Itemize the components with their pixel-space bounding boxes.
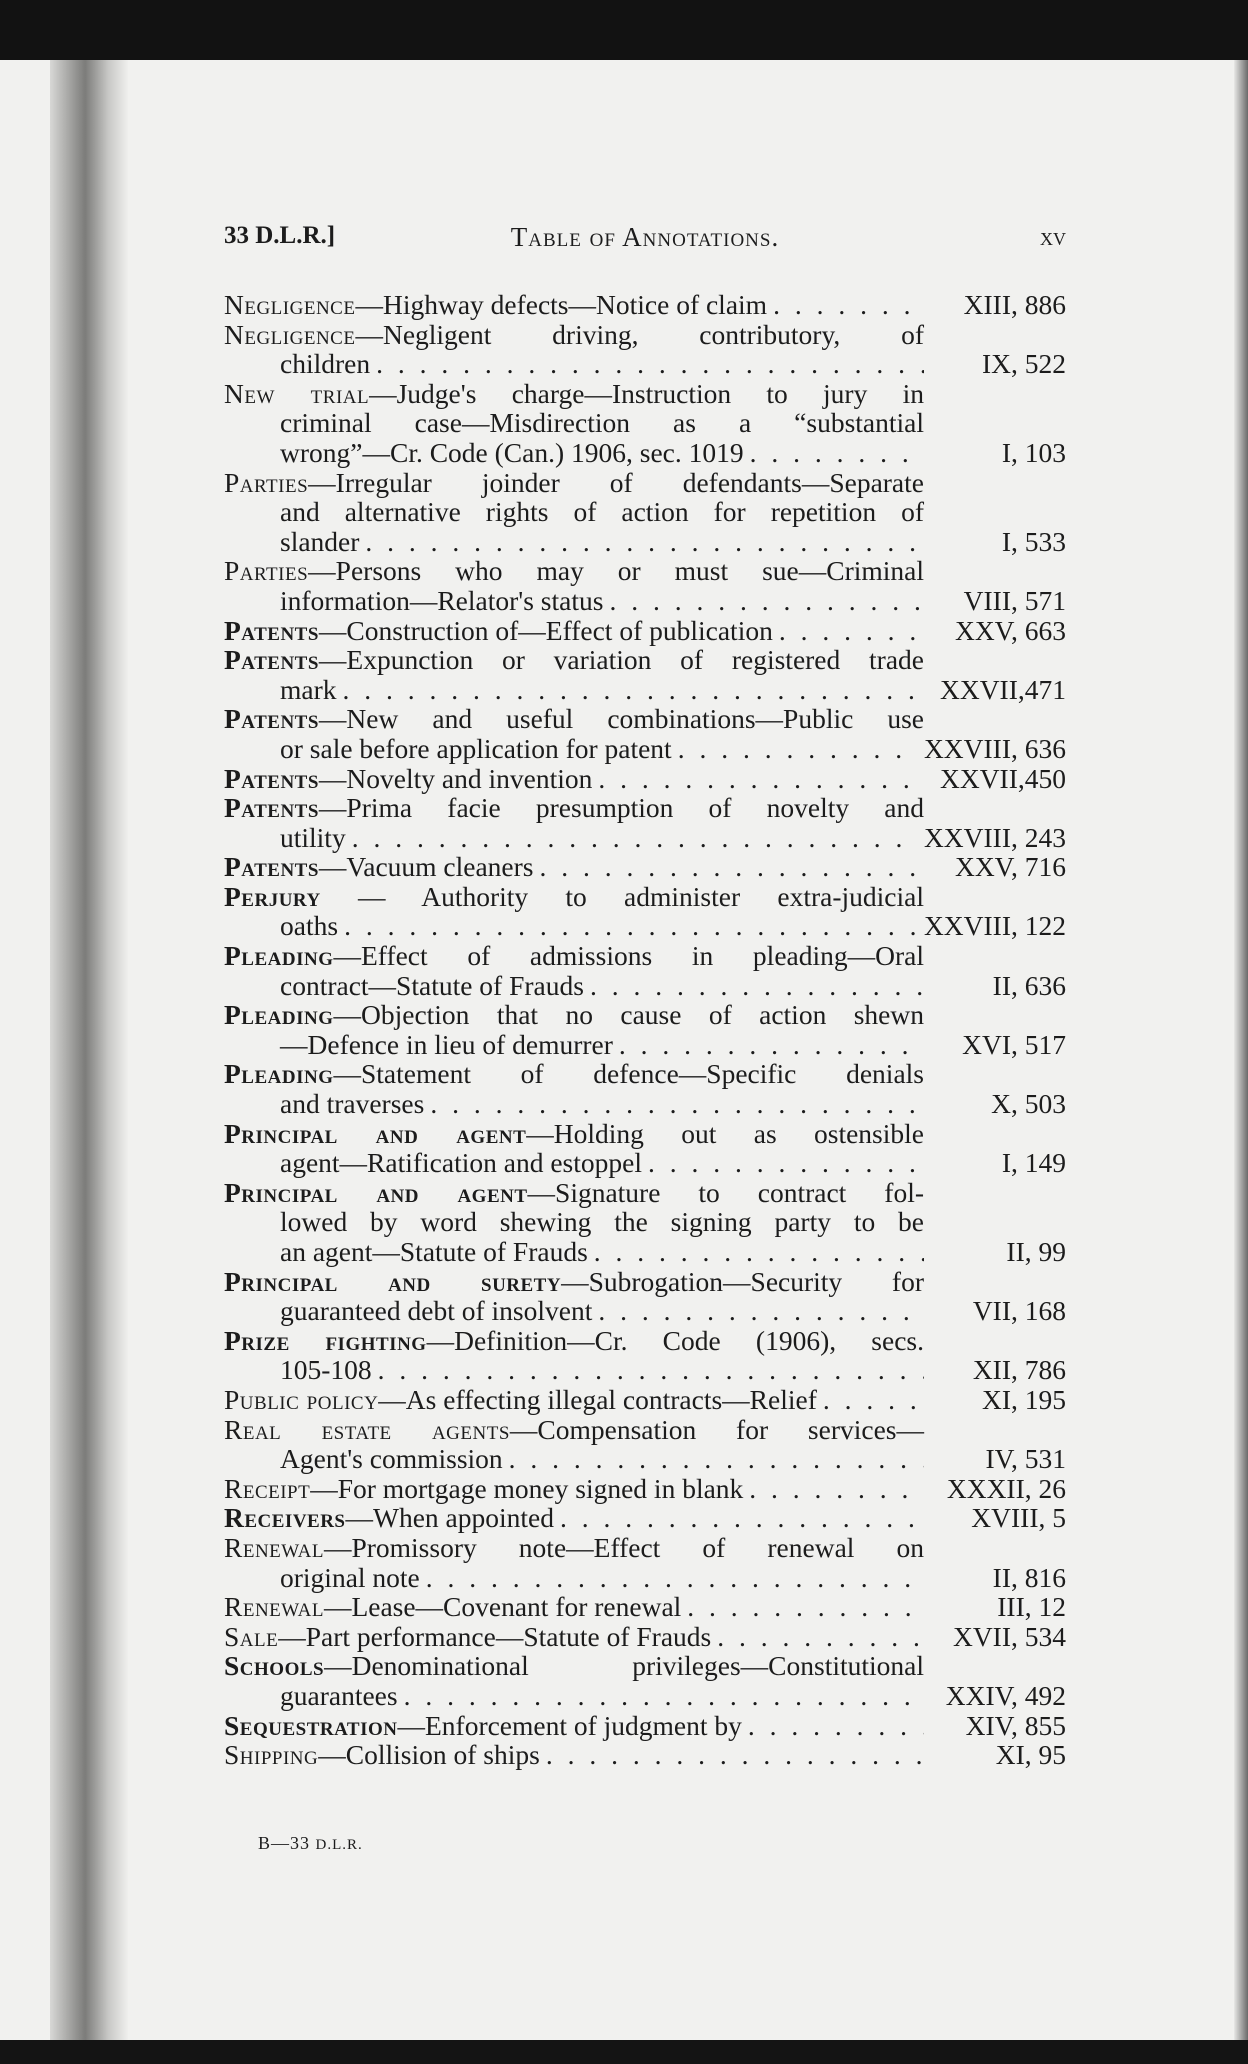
entry-line (224, 468, 924, 498)
annotation-entry (224, 1178, 1066, 1267)
entry-description: —Novelty and invention (318, 762, 593, 794)
entry-description: —Negligent driving, contributory, of (355, 318, 924, 350)
entry-last-line (224, 764, 1066, 794)
entry-text (280, 1030, 613, 1060)
entry-heading: Principal and surety (224, 1265, 562, 1297)
entry-description: or sale before application for patent (280, 732, 672, 764)
entry-last-line (224, 1444, 1066, 1474)
entry-line (224, 1178, 924, 1208)
entry-description: —Expunction or variation of registered trade (318, 644, 924, 676)
entry-last-line (224, 1740, 1066, 1770)
entry-text (280, 1681, 398, 1711)
annotation-entry (224, 1474, 1066, 1504)
entry-description: lowed by word shewing the signing party to be (280, 1206, 924, 1238)
annotation-entry (224, 1267, 1066, 1326)
annotation-entry (224, 1740, 1066, 1770)
dot-leader (404, 1681, 924, 1711)
dot-leader (823, 1385, 924, 1415)
entry-last-line (224, 1148, 1066, 1178)
annotation-entry (224, 704, 1066, 763)
annotation-entry (224, 1385, 1066, 1415)
entry-heading: Prize fighting (224, 1324, 427, 1356)
entry-text (224, 1740, 540, 1770)
entry-line (224, 1000, 924, 1030)
entry-line (224, 379, 924, 409)
entry-line (224, 1415, 924, 1445)
volume-page-reference: II, 99 (1006, 1236, 1066, 1267)
entry-last-line (224, 1592, 1066, 1622)
entry-last-line (224, 1474, 1066, 1504)
entry-description: oaths (280, 910, 339, 942)
entry-description: utility (280, 821, 346, 853)
entry-line (224, 556, 924, 586)
annotation-entry (224, 468, 1066, 557)
volume-page-reference: I, 533 (1001, 525, 1066, 557)
entry-last-line (224, 1563, 1066, 1593)
entry-description: —Part performance—Statute of Frauds (278, 1620, 712, 1652)
entry-text (224, 703, 924, 734)
dot-leader (598, 1296, 924, 1326)
dot-leader (678, 734, 918, 764)
entry-text (224, 290, 767, 320)
entry-last-line (224, 438, 1066, 468)
dot-leader (773, 290, 924, 320)
entry-last-line (224, 1503, 1066, 1533)
entry-last-line (224, 734, 1066, 764)
dot-leader (598, 764, 924, 794)
entry-text (224, 764, 592, 794)
entry-last-line (224, 349, 1066, 379)
entry-line (224, 1651, 924, 1681)
entry-description: and traverses (280, 1088, 425, 1120)
entry-heading: Pleading (224, 999, 334, 1031)
dot-leader (619, 1030, 924, 1060)
entry-text (280, 1563, 420, 1593)
entry-description: agent—Ratification and estoppel (280, 1147, 642, 1179)
volume-page-reference: XXVII,471 (939, 673, 1066, 705)
scan-top-border (0, 0, 1248, 62)
volume-page-reference: II, 636 (992, 969, 1066, 1001)
entry-text (224, 1385, 817, 1415)
volume-page-reference: XVI, 517 (962, 1028, 1066, 1060)
entry-line (224, 882, 924, 912)
entry-last-line (224, 1681, 1066, 1711)
dot-leader (648, 1148, 924, 1178)
annotation-entry (224, 645, 1066, 704)
entry-heading: Principal and agent (224, 1176, 528, 1208)
dot-leader (430, 1089, 924, 1119)
volume-page-reference: XI, 195 (981, 1383, 1066, 1415)
volume-reference: 33 D.L.R.] (224, 222, 336, 249)
entry-heading: Parties (224, 555, 309, 587)
annotation-entry (224, 1059, 1066, 1118)
entry-description: —New and useful combinations—Public use (318, 703, 924, 735)
dot-leader (749, 1474, 924, 1504)
entry-last-line (224, 1089, 1066, 1119)
entry-description: guaranteed debt of insolvent (280, 1295, 593, 1327)
entry-text (280, 496, 924, 527)
annotation-entry (224, 1000, 1066, 1059)
entry-text (224, 999, 924, 1030)
entry-last-line (224, 1622, 1066, 1652)
entry-heading: Negligence (224, 289, 356, 320)
entry-heading: Pleading (224, 1058, 334, 1090)
page-number: xv (1040, 224, 1066, 251)
entry-last-line (224, 290, 1066, 320)
entry-text (224, 881, 924, 912)
entry-text (280, 1237, 588, 1267)
entry-description: information—Relator's status (280, 584, 604, 616)
entry-description: —Prima facie presumption of novelty and (318, 792, 924, 824)
dot-leader (509, 1444, 924, 1474)
dot-leader (352, 823, 918, 853)
entry-last-line (224, 586, 1066, 616)
volume-page-reference: XXV, 716 (954, 851, 1066, 883)
entry-text (224, 644, 924, 675)
entry-line (224, 1533, 924, 1563)
entry-text (280, 911, 338, 941)
signature-abbrev: D.L.R. (315, 1837, 363, 1853)
annotation-entry (224, 1119, 1066, 1178)
entry-line (224, 497, 924, 527)
volume-page-reference: XI, 95 (995, 1739, 1066, 1771)
entry-heading: Receipt (224, 1472, 311, 1504)
entry-description: an agent—Statute of Frauds (280, 1236, 588, 1267)
entry-description: —Defence in lieu of demurrer (280, 1028, 613, 1060)
entry-description: —Irregular joinder of defendants—Separate (308, 466, 924, 498)
entry-heading: Patents (224, 614, 319, 646)
entry-heading: Shipping (224, 1739, 319, 1771)
entry-heading: Patents (224, 762, 319, 794)
entry-description: —Collision of ships (318, 1739, 540, 1771)
page-edge-shadow (1234, 60, 1248, 2042)
binding-shadow (50, 60, 128, 2042)
entry-text (280, 527, 359, 557)
entry-description: criminal case—Misdirection as a “substantial (280, 407, 924, 439)
entry-description: original note (280, 1561, 420, 1593)
entry-description: —Effect of admissions in pleading—Oral (333, 940, 924, 972)
entry-last-line (224, 616, 1066, 646)
dot-leader (594, 1237, 924, 1267)
entry-description: wrong”—Cr. Code (Can.) 1906, sec. 1019 (280, 436, 744, 468)
volume-page-reference: XVII, 534 (952, 1620, 1066, 1652)
entry-description: —Definition—Cr. Code (1906), secs. (426, 1324, 925, 1356)
annotation-entry (224, 320, 1066, 379)
entry-text (224, 1711, 742, 1741)
entry-last-line (224, 1296, 1066, 1326)
entry-line (224, 1059, 924, 1089)
annotation-entry (224, 1503, 1066, 1533)
volume-page-reference: XXIV, 492 (945, 1679, 1066, 1711)
entry-description: Agent's commission (280, 1443, 503, 1475)
entry-heading: Patents (224, 644, 319, 676)
entry-text (280, 823, 346, 853)
volume-page-reference: I, 149 (1001, 1147, 1066, 1179)
entry-last-line (224, 1237, 1066, 1267)
volume-page-reference: I, 103 (1001, 436, 1066, 468)
entry-text (224, 1474, 743, 1504)
entry-description: —Persons who may or must sue—Criminal (308, 555, 924, 587)
dot-leader (779, 616, 924, 646)
entry-line (224, 704, 924, 734)
entry-description: —As effecting illegal contracts—Relief (378, 1383, 817, 1415)
annotation-entry (224, 764, 1066, 794)
annotation-entry (224, 1711, 1066, 1741)
entry-text (224, 1532, 924, 1563)
entry-heading: New trial (224, 377, 370, 409)
entry-line (224, 320, 924, 350)
running-header (224, 222, 1066, 262)
entry-text (224, 940, 924, 971)
entry-description: —Statement of defence—Specific denials (333, 1058, 924, 1090)
entry-last-line (224, 971, 1066, 1001)
dot-leader (546, 1740, 924, 1770)
volume-page-reference: IV, 531 (985, 1443, 1066, 1475)
volume-page-reference: XXXII, 26 (946, 1472, 1066, 1504)
annotation-entry (224, 882, 1066, 941)
entry-line (224, 645, 924, 675)
entry-text (224, 467, 924, 498)
entry-text (280, 407, 924, 438)
entry-text (224, 555, 924, 586)
printer-signature (258, 1833, 363, 1854)
entry-line (224, 1326, 924, 1356)
entry-description: —Highway defects—Notice of claim (355, 289, 768, 320)
entry-text (280, 675, 337, 705)
entry-description: children (280, 348, 371, 380)
volume-page-reference: X, 503 (991, 1088, 1066, 1120)
volume-page-reference: XXVIII, 636 (923, 732, 1066, 764)
entry-text (280, 1148, 642, 1178)
entry-line (224, 941, 924, 971)
entry-description: —Enforcement of judgment by (397, 1709, 742, 1741)
annotation-entry (224, 1326, 1066, 1385)
signature-mark: B—33 (258, 1833, 311, 1853)
entry-text (280, 349, 370, 379)
volume-page-reference: XXVIII, 243 (923, 821, 1066, 853)
annotation-entry (224, 793, 1066, 852)
volume-page-reference: XXV, 663 (954, 614, 1066, 646)
dot-leader (365, 527, 924, 557)
scan-bottom-border (0, 2040, 1248, 2064)
entry-text (224, 792, 924, 823)
entry-description: and alternative rights of action for repetition of (280, 496, 924, 528)
annotation-entry (224, 1415, 1066, 1474)
entry-text (280, 734, 672, 764)
page-title: Table of Annotations. (510, 222, 780, 252)
entry-description: —Promissory note—Effect of renewal on (323, 1531, 924, 1563)
entry-text (280, 1444, 503, 1474)
entry-last-line (224, 1030, 1066, 1060)
dot-leader (560, 1503, 924, 1533)
entry-heading: Patents (224, 792, 319, 824)
entry-last-line (224, 911, 1066, 941)
annotation-entry (224, 556, 1066, 615)
entry-last-line (224, 527, 1066, 557)
entry-heading: Receivers (224, 1502, 346, 1534)
entry-text (280, 586, 603, 616)
entry-description: mark (280, 673, 337, 705)
entry-text (224, 1622, 711, 1652)
entry-description: —When appointed (345, 1502, 554, 1534)
entry-heading: Perjury (224, 880, 321, 912)
entry-line (224, 793, 924, 823)
entry-line (224, 408, 924, 438)
entry-text (224, 319, 924, 350)
entry-description: —Subrogation—Security for (561, 1265, 924, 1297)
entry-heading: Pleading (224, 940, 334, 972)
entry-last-line (224, 1385, 1066, 1415)
entry-text (280, 1355, 372, 1385)
entry-description: —Judge's charge—Instruction to jury in (369, 377, 924, 409)
entry-last-line (224, 1711, 1066, 1741)
entry-heading: Sale (224, 1620, 279, 1652)
entry-text (224, 1058, 924, 1089)
entry-text (224, 1266, 924, 1297)
volume-page-reference: XVIII, 5 (971, 1502, 1066, 1534)
dot-leader (539, 852, 924, 882)
entry-heading: Patents (224, 851, 319, 883)
entry-text (224, 378, 924, 409)
annotation-list (224, 290, 1066, 1770)
annotation-entry (224, 1592, 1066, 1622)
entry-heading: Real estate agents (224, 1413, 510, 1445)
entry-text (224, 1118, 924, 1149)
entry-description: —For mortgage money signed in blank (310, 1472, 744, 1504)
entry-text (224, 1650, 924, 1681)
entry-heading: Patents (224, 703, 319, 735)
dot-leader (687, 1592, 924, 1622)
entry-description: —Denominational privileges—Constitutional (324, 1650, 924, 1682)
annotation-entry (224, 852, 1066, 882)
annotation-entry (224, 290, 1066, 320)
annotation-entry (224, 379, 1066, 468)
volume-page-reference: XIV, 855 (965, 1709, 1066, 1741)
entry-last-line (224, 852, 1066, 882)
entry-description: —Construction of—Effect of publication (318, 614, 773, 646)
entry-description: —Objection that no cause of action shewn (333, 999, 924, 1031)
entry-heading: Sequestration (224, 1709, 398, 1741)
entry-heading: Public policy (224, 1383, 379, 1415)
dot-leader (750, 438, 924, 468)
volume-page-reference: XXVIII, 122 (923, 910, 1066, 942)
annotation-entry (224, 1622, 1066, 1652)
annotation-entry (224, 616, 1066, 646)
volume-page-reference: VIII, 571 (963, 584, 1066, 616)
volume-page-reference: VII, 168 (972, 1295, 1066, 1327)
entry-text (280, 1296, 592, 1326)
dot-leader (378, 1355, 924, 1385)
entry-line (224, 1267, 924, 1297)
entry-last-line (224, 675, 1066, 705)
entry-description: 105-108 (280, 1354, 372, 1386)
annotation-entry (224, 1651, 1066, 1710)
dot-leader (343, 675, 924, 705)
entry-line (224, 1207, 924, 1237)
entry-text (280, 971, 584, 1001)
entry-last-line (224, 823, 1066, 853)
volume-page-reference: II, 816 (992, 1561, 1066, 1593)
entry-description: contract—Statute of Frauds (280, 969, 584, 1001)
entry-text (224, 1414, 924, 1445)
entry-description: guarantees (280, 1679, 398, 1711)
entry-description: —Signature to contract fol- (527, 1176, 925, 1208)
annotation-entry (224, 1533, 1066, 1592)
entry-text (280, 1206, 924, 1237)
entry-heading: Renewal (224, 1591, 324, 1623)
entry-last-line (224, 1355, 1066, 1385)
dot-leader (376, 349, 924, 379)
entry-heading: Schools (224, 1650, 325, 1682)
dot-leader (590, 971, 924, 1001)
annotation-entry (224, 941, 1066, 1000)
entry-description: —Holding out as ostensible (526, 1117, 924, 1149)
entry-line (224, 1119, 924, 1149)
entry-text (224, 616, 773, 646)
entry-text (224, 1503, 554, 1533)
entry-description: —Vacuum cleaners (318, 851, 534, 883)
entry-heading: Parties (224, 466, 309, 498)
dot-leader (344, 911, 918, 941)
entry-text (224, 1592, 681, 1622)
entry-text (280, 438, 744, 468)
entry-text (224, 852, 533, 882)
entry-text (224, 1325, 924, 1356)
volume-page-reference: XIII, 886 (963, 289, 1066, 320)
entry-description: —Compensation for services— (509, 1413, 924, 1445)
volume-page-reference: IX, 522 (981, 348, 1066, 380)
volume-page-reference: XII, 786 (972, 1354, 1066, 1386)
dot-leader (717, 1622, 924, 1652)
volume-page-reference: XXVII,450 (939, 762, 1066, 794)
entry-heading: Negligence (224, 318, 356, 350)
entry-heading: Principal and agent (224, 1117, 527, 1149)
dot-leader (748, 1711, 924, 1741)
dot-leader (609, 586, 924, 616)
dot-leader (426, 1563, 924, 1593)
entry-text (280, 1089, 424, 1119)
entry-description: — Authority to administer extra-judicial (320, 880, 924, 912)
entry-description: —Lease—Covenant for renewal (323, 1591, 682, 1623)
volume-page-reference: III, 12 (997, 1591, 1066, 1623)
entry-description: slander (280, 525, 360, 557)
entry-heading: Renewal (224, 1531, 324, 1563)
entry-text (224, 1177, 924, 1208)
